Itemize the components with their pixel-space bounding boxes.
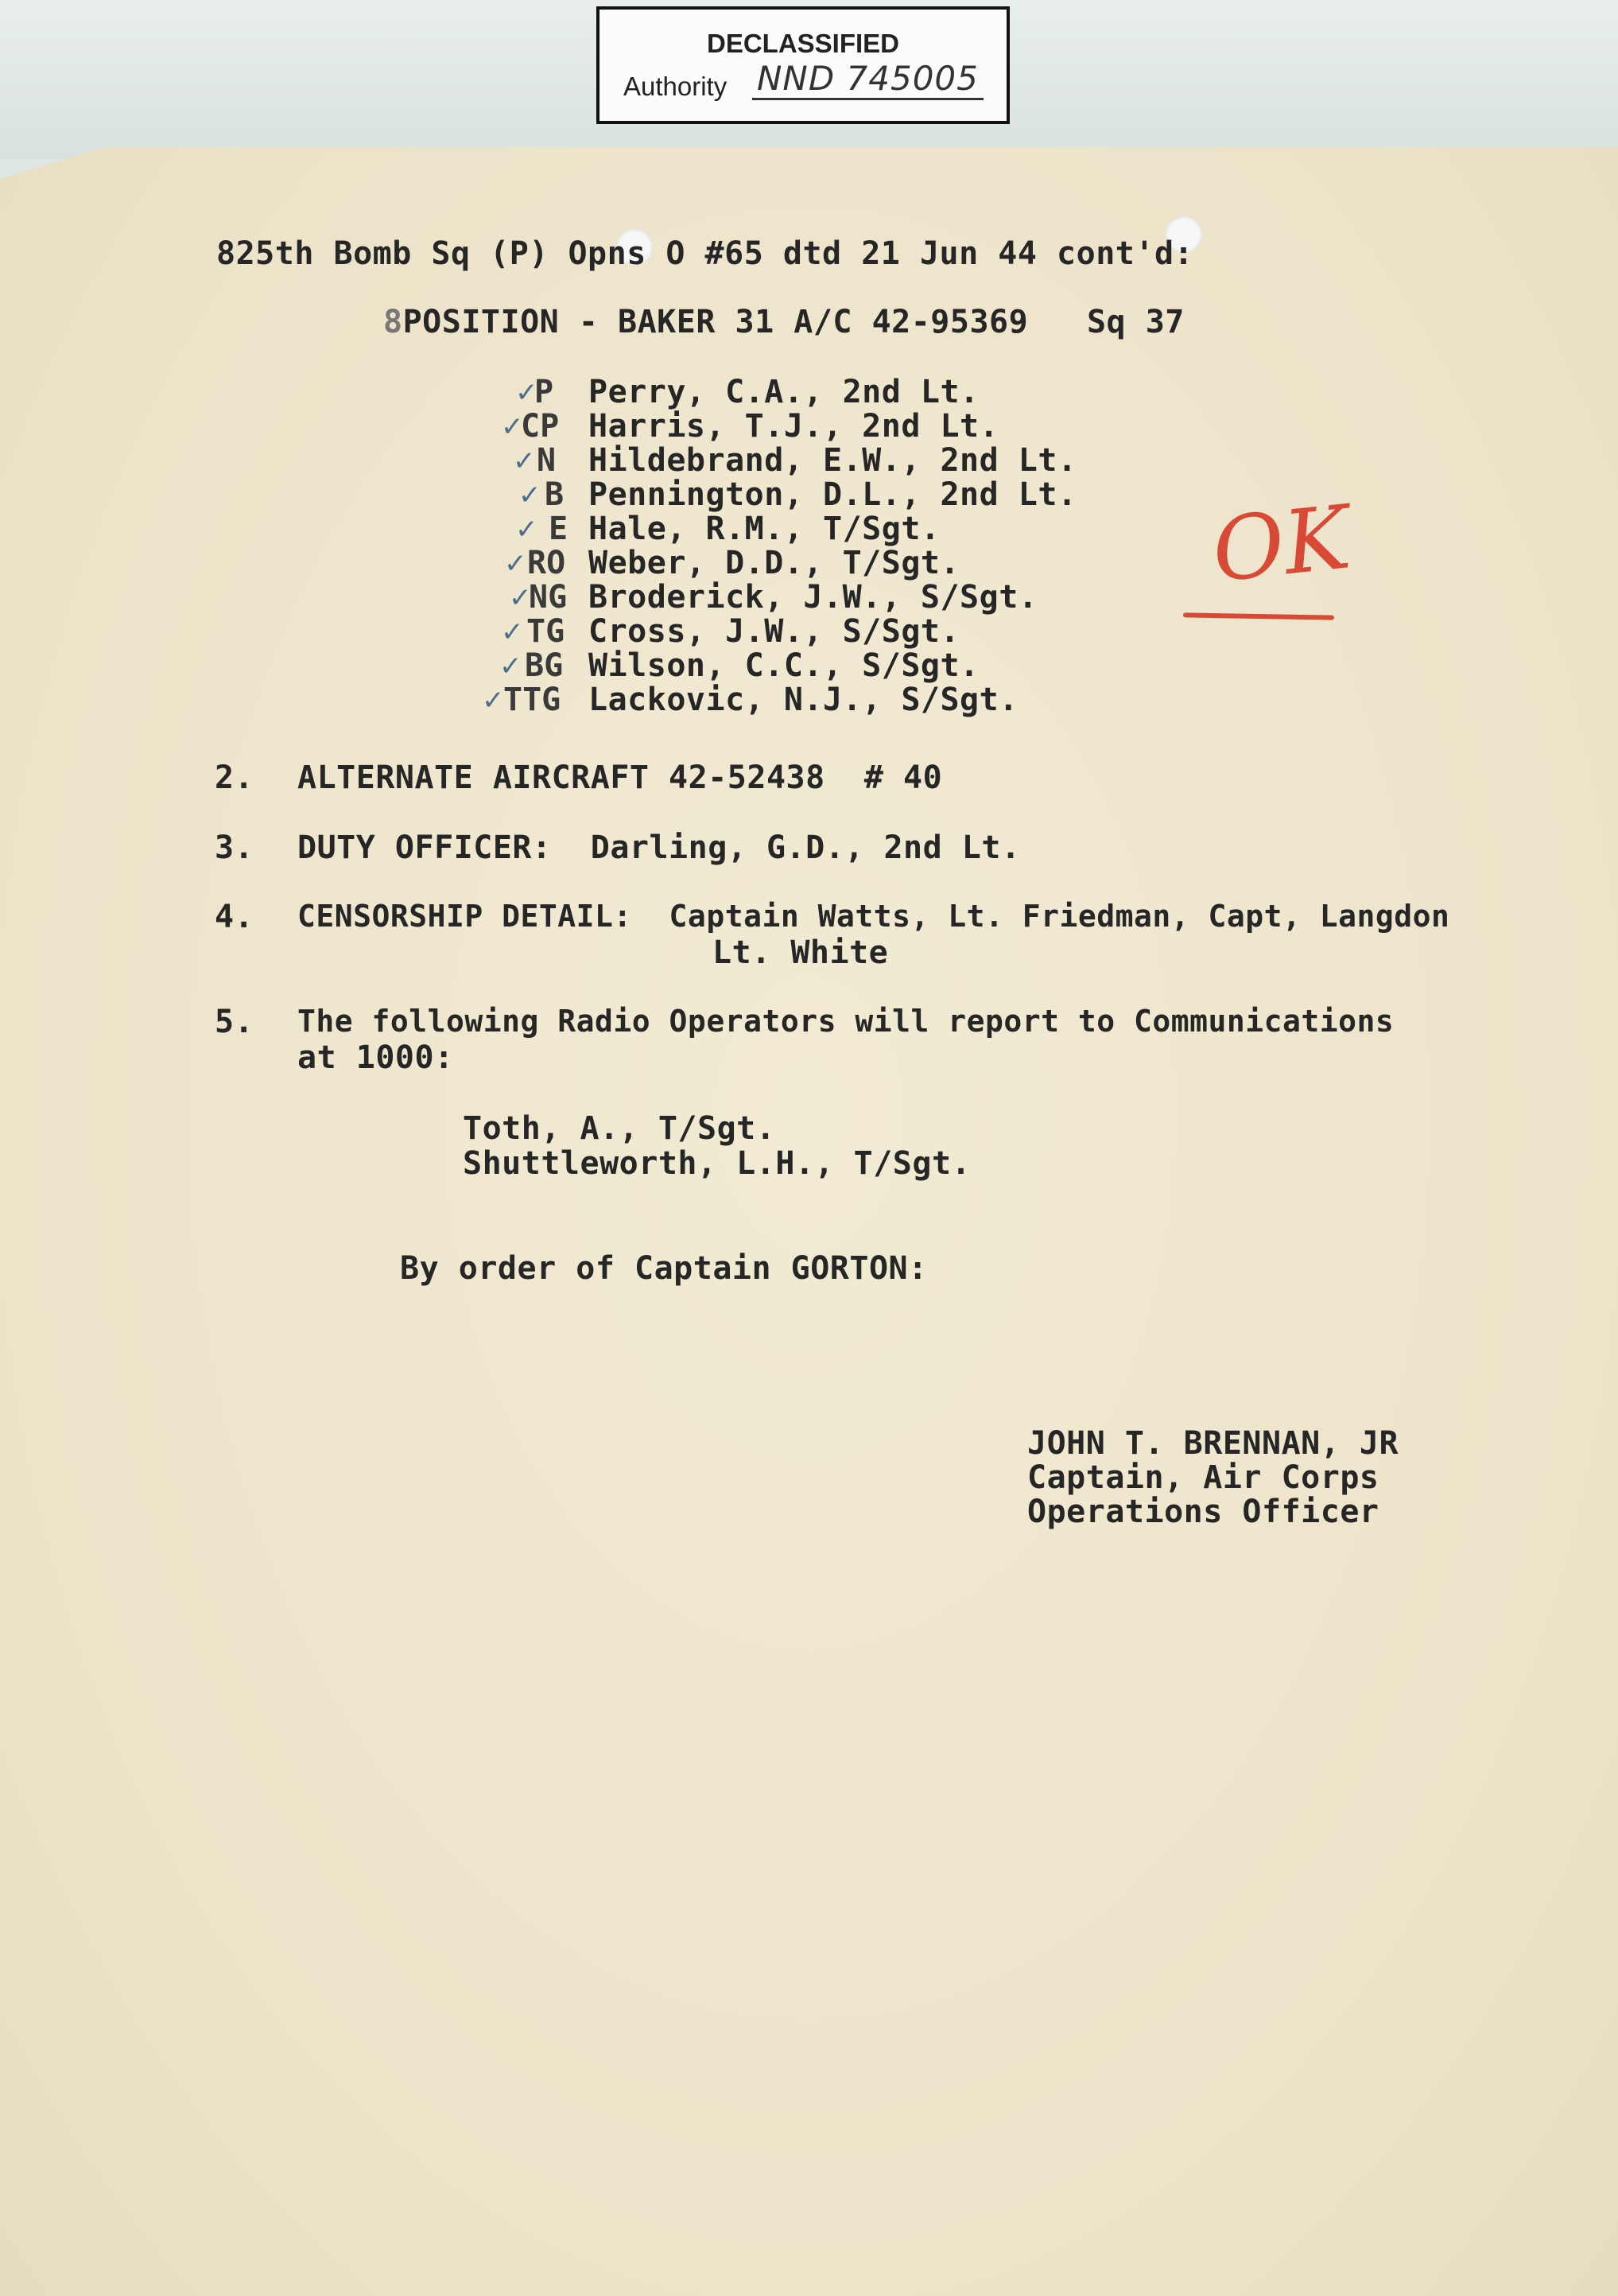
crew-position-code: TTG [503, 682, 561, 718]
crew-member: Hildebrand, E.W., 2nd Lt. [588, 442, 1077, 479]
alternate-aircraft: ALTERNATE AIRCRAFT 42-52438 # 40 [297, 760, 943, 796]
crew-member: Perry, C.A., 2nd Lt. [588, 374, 980, 410]
crew-position-code: P [534, 374, 554, 410]
position-prefix: 8 [383, 304, 403, 340]
crew-position-code: BG [525, 647, 564, 684]
stamp-authority-number: NND 745005 [752, 59, 984, 100]
crew-member: Weber, D.D., T/Sgt. [588, 545, 960, 581]
crew-position-code: TG [526, 613, 565, 650]
stamp-title: DECLASSIFIED [706, 29, 900, 58]
radio-operators-time: at 1000: [297, 1039, 454, 1076]
censorship-detail-cont: Lt. White [712, 934, 889, 971]
position-line [383, 304, 1185, 340]
check-mark-icon: ✓ [501, 411, 524, 443]
crew-member: Wilson, C.C., S/Sgt. [588, 647, 980, 684]
check-mark-icon: ✓ [515, 377, 538, 409]
crew-position-code: N [537, 442, 557, 479]
item-number: 2. [215, 760, 254, 796]
crew-member: Hale, R.M., T/Sgt. [588, 511, 941, 547]
signature-title: Operations Officer [1027, 1494, 1379, 1530]
check-mark-icon: ✓ [482, 685, 505, 717]
check-mark-icon: ✓ [509, 582, 532, 614]
stamp-authority-label: Authority [623, 72, 728, 101]
item-number: 3. [215, 829, 254, 866]
signature-name: JOHN T. BRENNAN, JR [1027, 1425, 1399, 1462]
item-number: 5. [215, 1004, 254, 1040]
signature-rank: Captain, Air Corps [1027, 1459, 1379, 1496]
radio-operator: Toth, A., T/Sgt. [463, 1110, 776, 1147]
check-mark-icon: ✓ [501, 616, 524, 648]
check-mark-icon: ✓ [515, 514, 538, 546]
check-mark-icon: ✓ [504, 548, 527, 580]
crew-member: Lackovic, N.J., S/Sgt. [588, 682, 1019, 718]
by-order-line: By order of Captain GORTON: [400, 1250, 928, 1287]
duty-officer: DUTY OFFICER: Darling, G.D., 2nd Lt. [297, 829, 1021, 866]
declassified-stamp [596, 6, 1010, 124]
radio-operators-instruction: The following Radio Operators will report to Communications [297, 1004, 1395, 1039]
crew-position-code: B [545, 476, 565, 513]
radio-operator: Shuttleworth, L.H., T/Sgt. [463, 1145, 972, 1182]
crew-member: Pennington, D.L., 2nd Lt. [588, 476, 1077, 513]
crew-member: Broderick, J.W., S/Sgt. [588, 579, 1038, 616]
ok-annotation: OK [1207, 486, 1355, 602]
position-text: POSITION - BAKER 31 A/C 42-95369 Sq 37 [402, 304, 1185, 340]
crew-position-code: NG [529, 579, 568, 616]
crew-member: Harris, T.J., 2nd Lt. [588, 408, 999, 445]
crew-position-code: CP [521, 408, 560, 445]
item-number: 4. [215, 899, 254, 935]
check-mark-icon: ✓ [499, 651, 522, 682]
document-header: 825th Bomb Sq (P) Opns O #65 dtd 21 Jun 44 cont'd: [216, 235, 1194, 272]
crew-position-code: RO [527, 545, 566, 581]
check-mark-icon: ✓ [518, 480, 541, 511]
check-mark-icon: ✓ [513, 445, 536, 477]
crew-member: Cross, J.W., S/Sgt. [588, 613, 960, 650]
censorship-detail: CENSORSHIP DETAIL: Captain Watts, Lt. Friedman, Capt, Langdon [297, 899, 1450, 934]
crew-position-code: E [549, 511, 568, 547]
